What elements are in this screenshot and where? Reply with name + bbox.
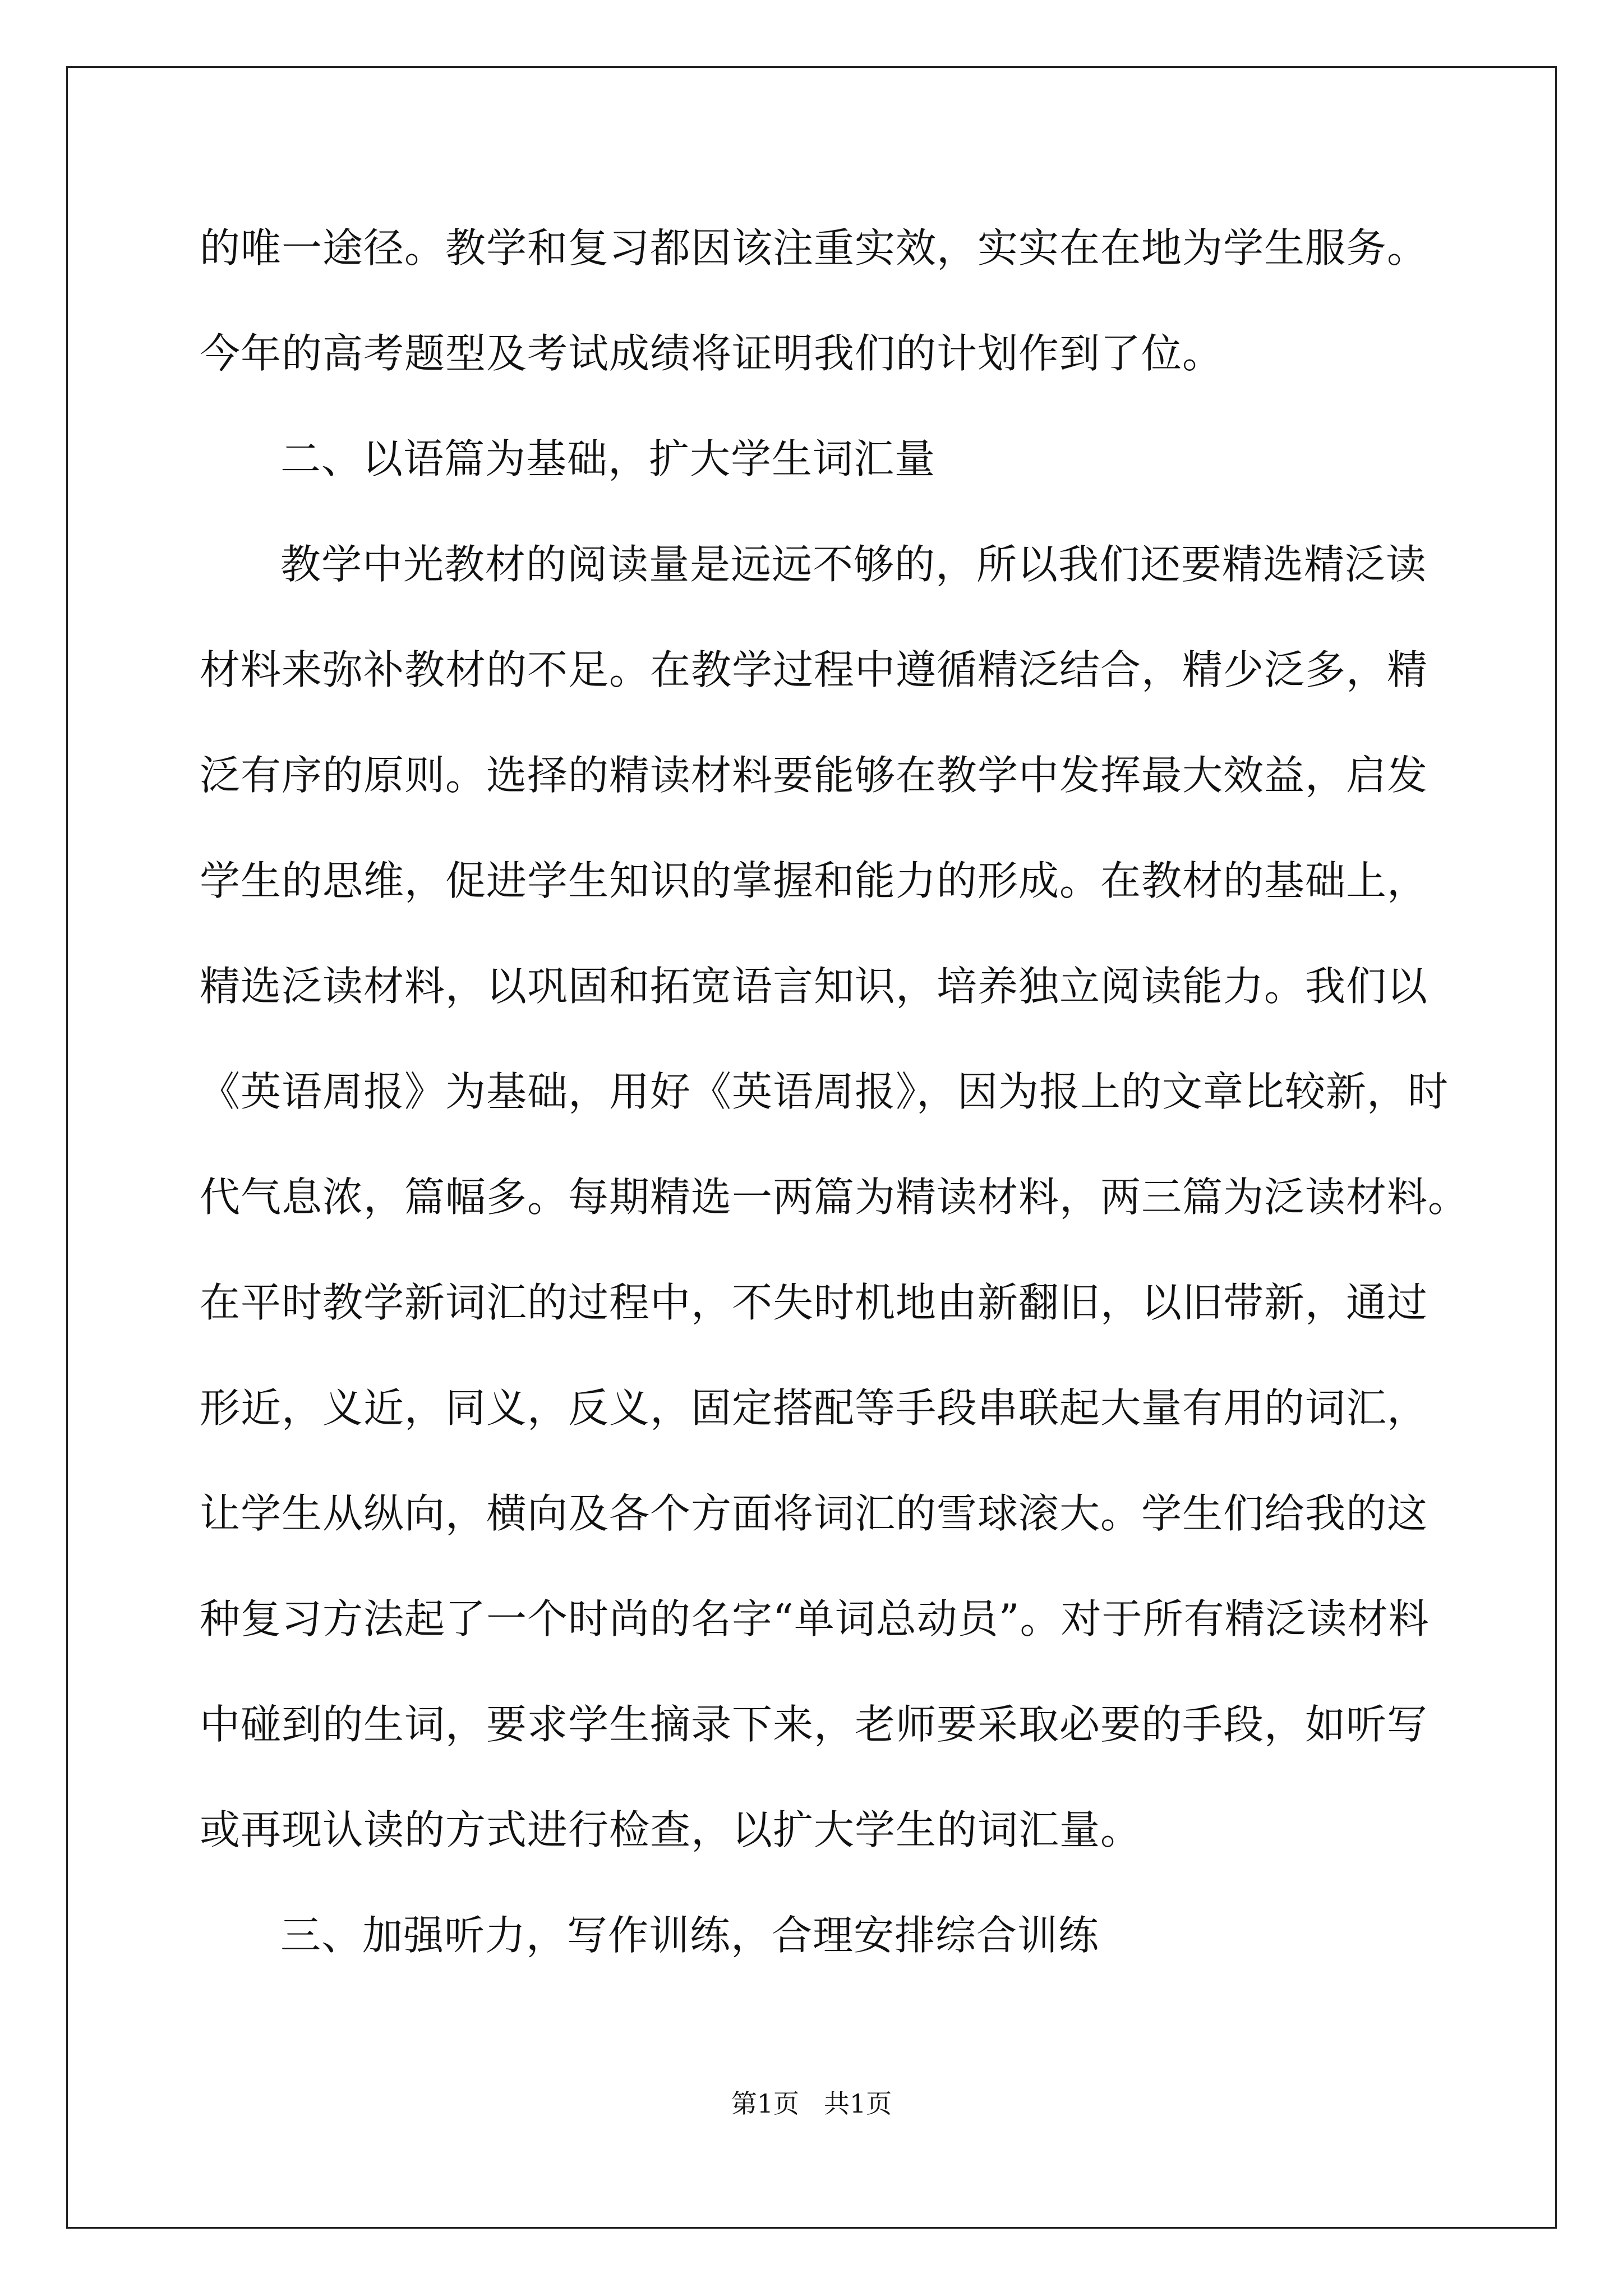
text-line: 二、以语篇为基础，扩大学生词汇量 [280,435,936,482]
text-line: 学生的思维，促进学生知识的掌握和能力的形成。在教材的基础上， [200,857,1428,904]
text-line: 或再现认读的方式进行检查，以扩大学生的词汇量。 [200,1806,1142,1853]
text-line: 三、加强听力，写作训练，合理安排综合训练 [280,1912,1100,1959]
text-line: 形近，义近，同义，反义，固定搭配等手段串联起大量有用的词汇， [200,1384,1428,1432]
text-line: 让学生从纵向，横向及各个方面将词汇的雪球滚大。学生们给我的这 [200,1490,1428,1537]
text-line: 精选泛读材料，以巩固和拓宽语言知识，培养独立阅读能力。我们以 [200,963,1428,1010]
text-line: 代气息浓，篇幅多。每期精选一两篇为精读材料，两三篇为泛读材料。 [200,1174,1469,1221]
text-line: 材料来弥补教材的不足。在教学过程中遵循精泛结合，精少泛多，精 [200,646,1428,693]
text-line: 的唯一途径。教学和复习都因该注重实效，实实在在地为学生服务。 [200,224,1428,272]
text-line: 中碰到的生词，要求学生摘录下来，老师要采取必要的手段，如听写 [200,1701,1428,1748]
footer-spacer [799,2088,824,2119]
text-line: 在平时教学新词汇的过程中，不失时机地由新翻旧，以旧带新，通过 [200,1279,1428,1326]
text-line: 《英语周报》为基础，用好《英语周报》，因为报上的文章比较新，时 [200,1068,1449,1115]
text-line: 教学中光教材的阅读量是远远不够的，所以我们还要精选精泛读 [280,541,1427,588]
text-line: 今年的高考题型及考试成绩将证明我们的计划作到了位。 [200,330,1224,377]
text-line: 泛有序的原则。选择的精读材料要能够在教学中发挥最大效益，启发 [200,752,1428,799]
page-total: 共1页 [823,2088,892,2119]
text-line: 种复习方法起了一个时尚的名字“单词总动员”。对于所有精泛读材料 [200,1595,1430,1642]
document-body [200,195,1469,1988]
page-number: 第1页 [731,2088,800,2119]
page-footer [0,2087,1623,2120]
